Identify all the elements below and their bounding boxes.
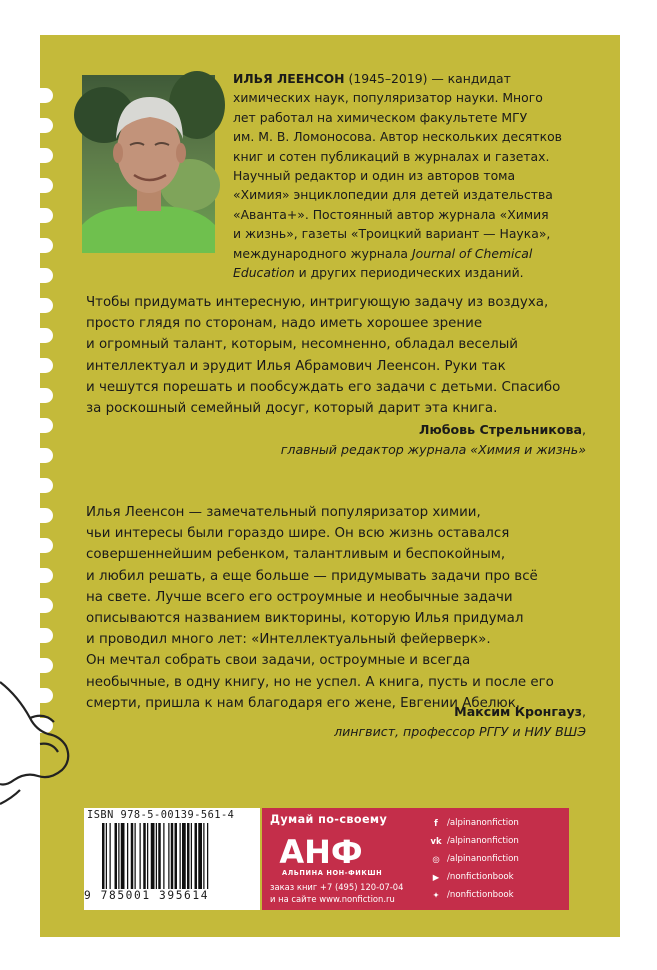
- quote-line: и любил решать, а еще больше — придумывать задачи про всё: [86, 568, 538, 584]
- barcode-bar: [180, 823, 181, 889]
- twitter-icon: ✦: [432, 890, 440, 900]
- journal-title: Journal of Chemical: [411, 245, 533, 261]
- perforation-hole: [27, 268, 53, 283]
- perforation-hole: [27, 358, 53, 373]
- barcode-bar: [106, 823, 107, 889]
- facebook-icon: f: [434, 818, 438, 828]
- signature-krongauz: [334, 702, 586, 742]
- quote-line: и проводил много лет: «Интеллектуальный фейерверк».: [86, 632, 491, 648]
- social-instagram: [428, 850, 519, 868]
- quote-strelnikova: [86, 292, 586, 419]
- perforation-hole: [27, 478, 53, 493]
- journal-title-cont: Education: [233, 265, 295, 281]
- barcode: [100, 823, 250, 889]
- barcode-bar: [143, 823, 146, 889]
- bio-line: лет работал на химическом факультете МГУ: [233, 109, 528, 125]
- barcode-bar: [110, 823, 111, 889]
- barcode-bar: [163, 823, 164, 889]
- perforation-hole: [27, 448, 53, 463]
- barcode-bar: [121, 823, 125, 889]
- quote-line: чьи интересы были гораздо шире. Он всю жизнь оставался: [86, 526, 510, 542]
- order-website: и на сайте www.nonfiction.ru: [270, 894, 395, 904]
- perforation-hole: [27, 238, 53, 253]
- barcode-bar: [156, 823, 157, 889]
- perforation-hole: [27, 658, 53, 673]
- quote-line: и огромный талант, которым, несомненно, обладал веселый: [86, 337, 518, 353]
- quote-line: за роскошный семейный досуг, который дарит эта книга.: [86, 401, 498, 417]
- barcode-bar: [175, 823, 178, 889]
- perforation-hole: [27, 148, 53, 163]
- barcode-bar: [158, 823, 161, 889]
- quote-line: совершеннейшим ребенком, талантливым и беспокойным,: [86, 547, 506, 563]
- isbn-label: ISBN 978-5-00139-561-4: [87, 809, 235, 821]
- publisher-name: АЛЬПИНА НОН-ФИКШН: [282, 869, 383, 877]
- bio-line: (1945–2019) — кандидат: [344, 71, 511, 86]
- publisher-box: [262, 808, 569, 910]
- publisher-logo-text: АНФ: [279, 833, 363, 871]
- quote-author: Максим Кронгауз: [454, 704, 582, 719]
- social-facebook: [428, 814, 519, 832]
- author-bio: [233, 69, 583, 282]
- perforation-hole: [27, 178, 53, 193]
- quote-line: Он мечтал собрать свои задачи, остроумные и всегда: [86, 653, 471, 669]
- barcode-bar: [171, 823, 174, 889]
- perforation-hole: [27, 568, 53, 583]
- signature-strelnikova: [281, 420, 586, 460]
- barcode-bar: [168, 823, 169, 889]
- barcode-bar: [203, 823, 204, 889]
- quote-line: описываются названием викторины, которую Илья придумал: [86, 611, 524, 627]
- barcode-bar: [115, 823, 118, 889]
- barcode-bar: [195, 823, 198, 889]
- publisher-slogan: Думай по-своему: [270, 813, 388, 826]
- quote-line: Чтобы придумать интересную, интригующую задачу из воздуха,: [86, 295, 549, 310]
- perforation-hole: [27, 328, 53, 343]
- quote-line: необычные, в одну книгу, но не успел. А книга, пусть и после его: [86, 674, 554, 690]
- barcode-bar: [102, 823, 105, 889]
- barcode-bar: [118, 823, 119, 889]
- publisher-logo: [279, 832, 363, 871]
- barcode-bar: [191, 823, 192, 889]
- bio-line: и жизнь», газеты «Троицкий вариант — Наука»,: [233, 226, 551, 242]
- perforation-hole: [27, 508, 53, 523]
- quote-author: Любовь Стрельникова: [419, 422, 582, 437]
- social-handle: /alpinanonfiction: [447, 818, 519, 828]
- author-name: ИЛЬЯ ЛЕЕНСОН: [233, 71, 345, 86]
- social-handle: /nonfictionbook: [447, 890, 514, 900]
- perforation-holes: [27, 88, 53, 728]
- author-photo: [82, 75, 215, 253]
- hand-outline-illustration: [0, 672, 100, 812]
- perforation-hole: [27, 628, 53, 643]
- perforation-hole: [27, 298, 53, 313]
- quote-author-comma: ,: [581, 422, 586, 437]
- social-twitter: [428, 886, 519, 904]
- quote-author-role: лингвист, профессор РГГУ и НИУ ВШЭ: [334, 724, 586, 739]
- barcode-bar: [151, 823, 155, 889]
- barcode-bar: [127, 823, 128, 889]
- quote-line: интеллектуал и эрудит Илья Абрамович Леенсон. Руки так: [86, 358, 506, 374]
- vk-icon: vk: [430, 836, 442, 846]
- instagram-icon: ◎: [432, 854, 440, 864]
- perforation-hole: [27, 118, 53, 133]
- quote-line: и чешутся порешать и пообсуждать его задачи с детьми. Спасибо: [86, 379, 561, 395]
- bio-line: Научный редактор и один из авторов тома: [233, 168, 516, 184]
- barcode-bar: [131, 823, 134, 889]
- bio-line: им. М. В. Ломоносова. Автор нескольких десятков: [233, 129, 562, 145]
- youtube-icon: ▶: [432, 872, 440, 882]
- bio-line: «Аванта+». Постоянный автор журнала «Химия: [233, 206, 549, 222]
- barcode-bar: [198, 823, 202, 889]
- bio-line: международного журнала: [233, 245, 412, 261]
- barcode-bar: [135, 823, 136, 889]
- perforation-hole: [27, 598, 53, 613]
- bio-line: и других периодических изданий.: [294, 265, 524, 281]
- social-vk: [428, 832, 519, 850]
- perforation-hole: [27, 88, 53, 103]
- barcode-bar: [140, 823, 141, 889]
- barcode-digits: 9 785001 395614: [84, 889, 210, 902]
- perforation-hole: [27, 538, 53, 553]
- quote-author-role: главный редактор журнала «Химия и жизнь»: [280, 442, 586, 457]
- isbn-barcode-box: [84, 808, 260, 910]
- social-youtube: [428, 868, 519, 886]
- quote-line: на свете. Лучше всего его остроумные и необычные задачи: [86, 589, 513, 605]
- quote-author-comma: ,: [581, 704, 586, 719]
- quote-line: просто глядя по сторонам, надо иметь хорошее зрение: [86, 316, 483, 332]
- bio-line: книг и сотен публикаций в журналах и газетах.: [233, 148, 550, 164]
- barcode-bar: [147, 823, 148, 889]
- perforation-hole: [27, 388, 53, 403]
- perforation-hole: [27, 418, 53, 433]
- quote-krongauz: [86, 502, 586, 714]
- perforation-hole: [27, 208, 53, 223]
- social-handle: /alpinanonfiction: [447, 836, 519, 846]
- quote-line: смерти, пришла к нам благодаря его жене, Евгении Абелюк.: [86, 695, 521, 711]
- bio-line: химических наук, популяризатор науки. Много: [233, 90, 543, 106]
- bio-line: «Химия» энциклопедии для детей издательства: [233, 187, 553, 203]
- social-handle: /alpinanonfiction: [447, 854, 519, 864]
- social-handle: /nonfictionbook: [447, 872, 514, 882]
- barcode-bar: [182, 823, 186, 889]
- social-links: [428, 814, 519, 904]
- order-phone: заказ книг +7 (495) 120-07-04: [270, 882, 404, 892]
- barcode-bar: [187, 823, 190, 889]
- barcode-bar: [207, 823, 208, 889]
- quote-line: Илья Леенсон — замечательный популяризатор химии,: [86, 505, 481, 520]
